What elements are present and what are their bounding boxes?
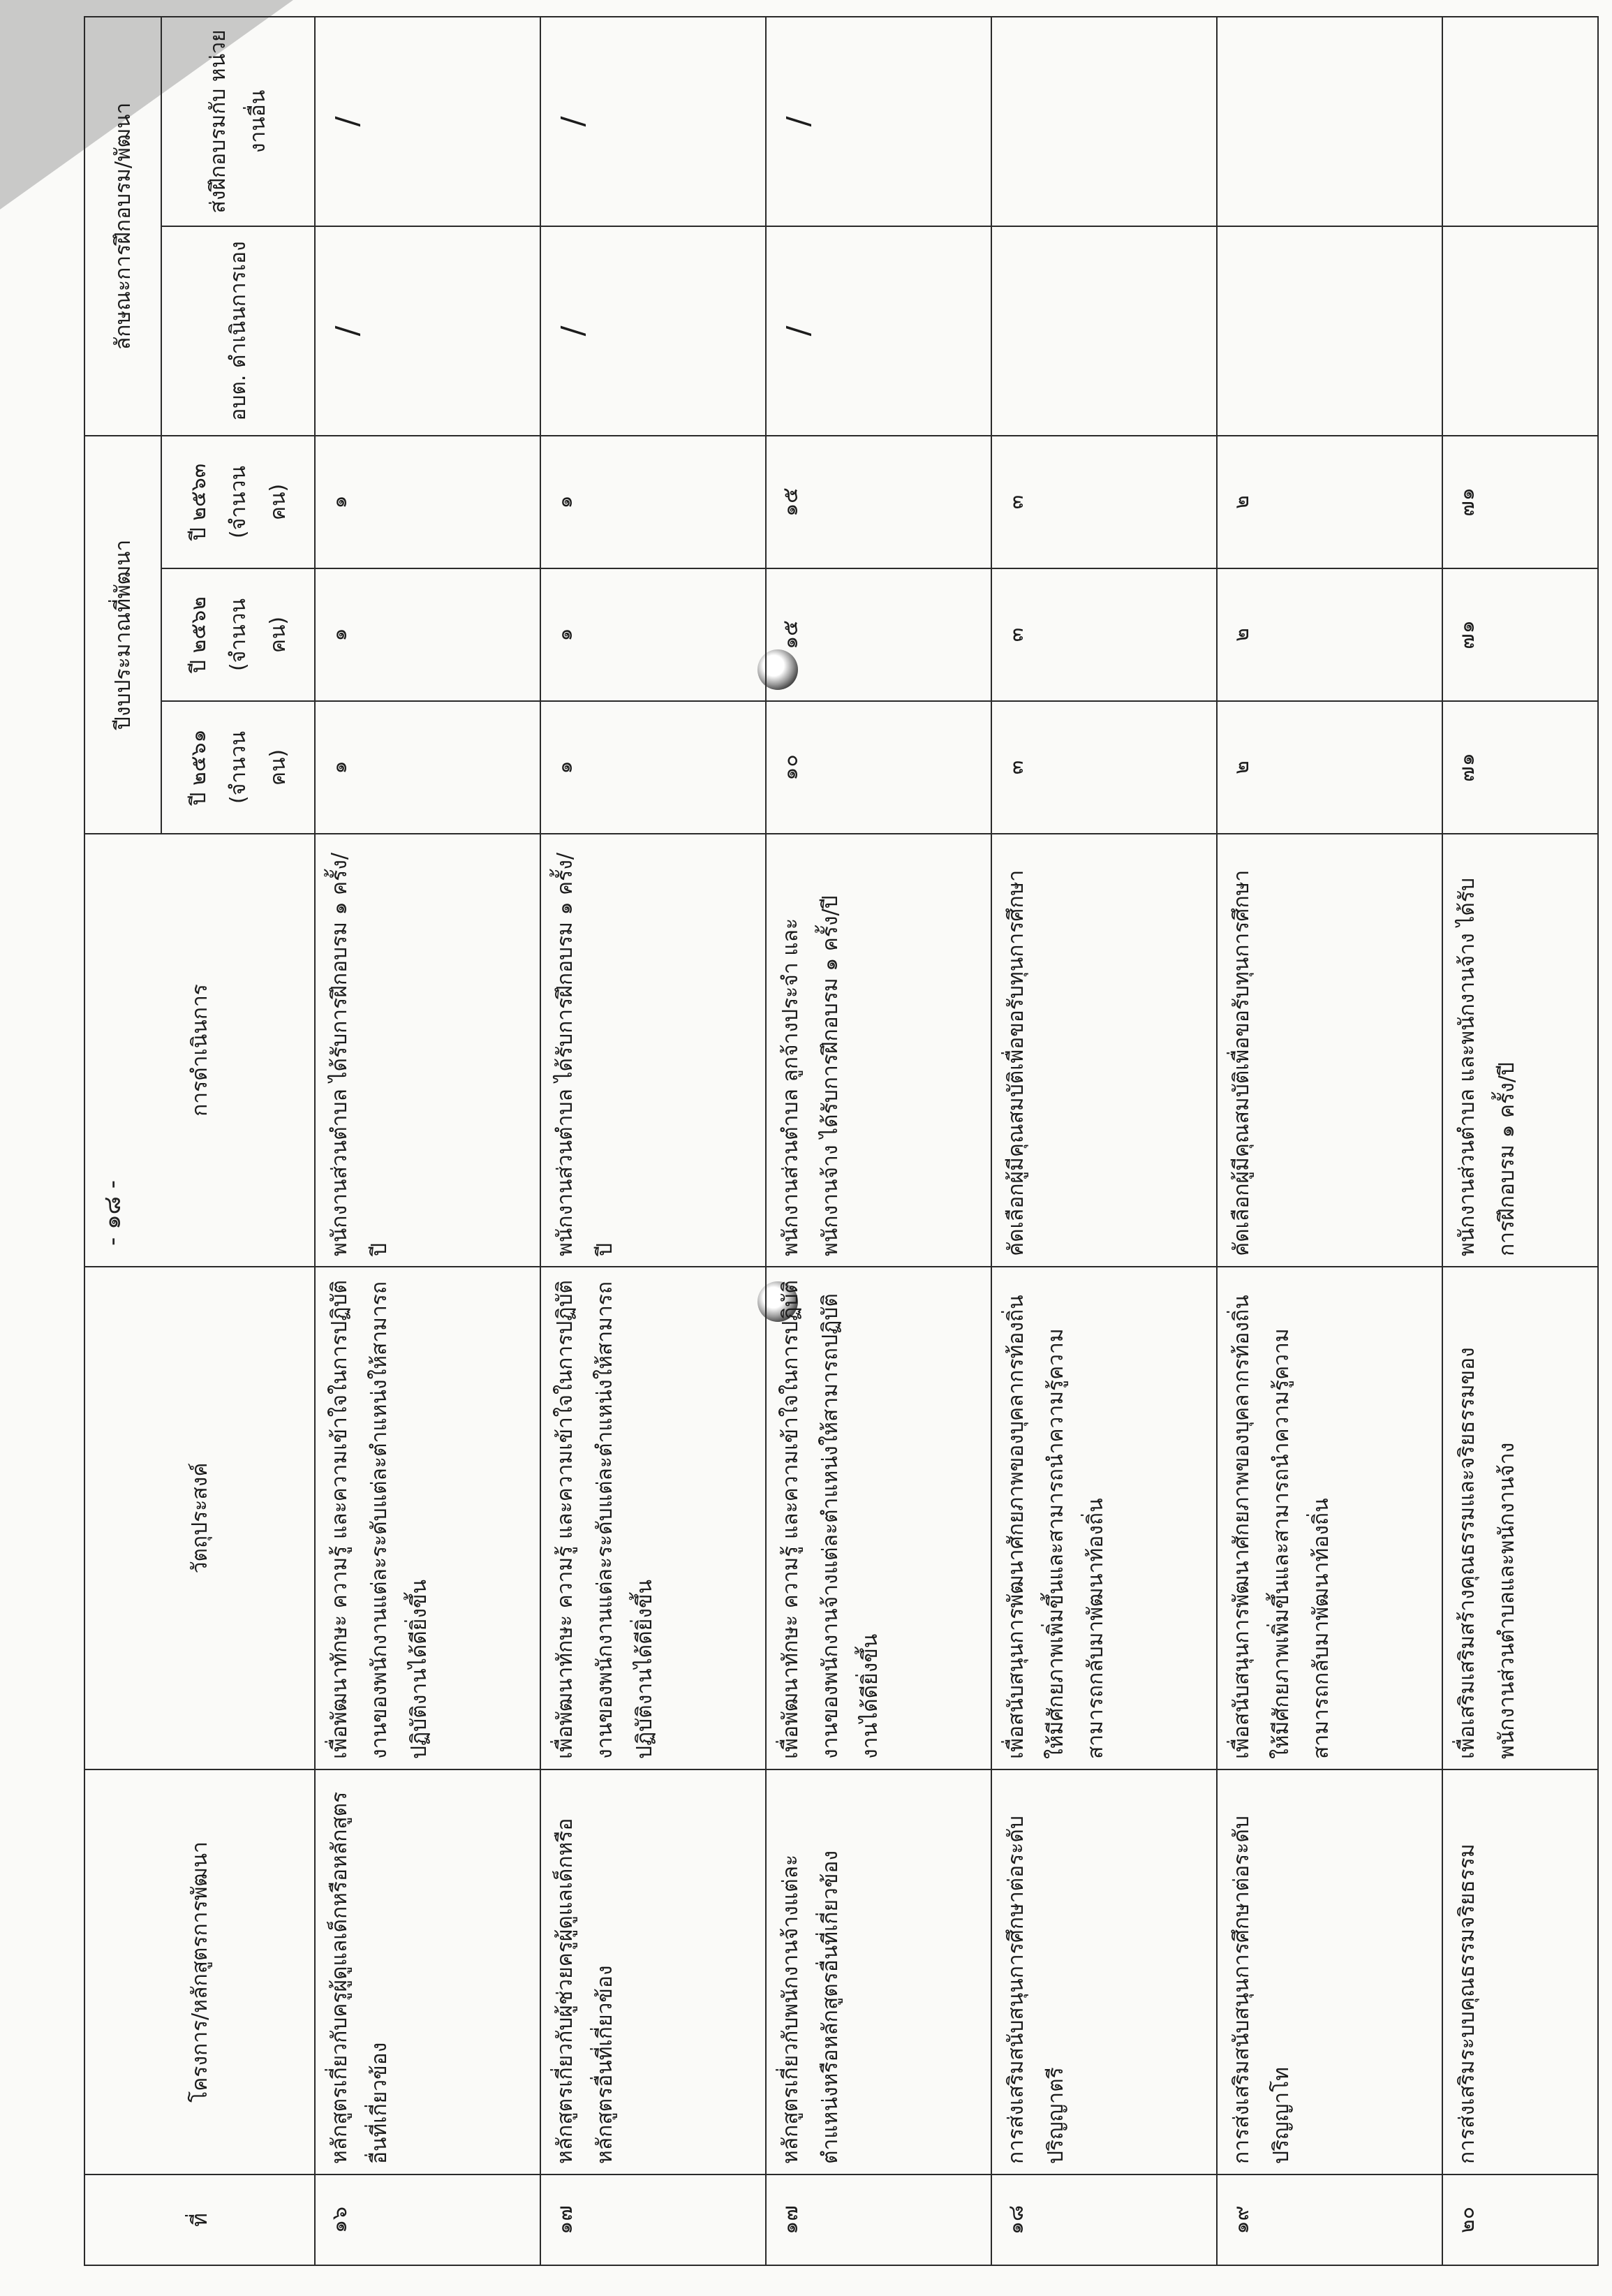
row-operation: พนักงานส่วนตำบล และพนักงานจ้าง ได้รับการฝึกอบรม ๑ ครั้ง/ปี: [1442, 834, 1598, 1267]
table-row: [766, 17, 991, 2265]
row-project: การส่งเสริมระบบคุณธรรมจริยธรรม: [1442, 1769, 1598, 2174]
row-objective: เพื่อสนับสนุนการพัฒนาศักยภาพของบุคลากรท้องถิ่นให้มีศักยภาพเพิ่มขึ้นและสามารถนำความรู้ความสามารถกลับมาพัฒนาท้องถิ่น: [991, 1267, 1217, 1769]
row-project: หลักสูตรเกี่ยวกับผู้ช่วยครูผู้ดูแลเด็กหรือหลักสูตรอื่นที่เกี่ยวข้อง: [540, 1769, 766, 2174]
header-budget-year-group: ปีงบประมาณที่พัฒนา: [84, 436, 161, 834]
row-no: ๒๐: [1442, 2174, 1598, 2265]
row-objective: เพื่อสนับสนุนการพัฒนาศักยภาพของบุคลากรท้องถิ่นให้มีศักยภาพเพิ่มขึ้นและสามารถนำความรู้ความสามารถกลับมาพัฒนาท้องถิ่น: [1217, 1267, 1442, 1769]
row-y2561: ๑๐: [766, 701, 991, 834]
row-y2563: ๓: [991, 436, 1217, 568]
row-external-mark: /: [766, 17, 991, 226]
row-in-house-mark: /: [766, 226, 991, 436]
row-y2563: ๑: [540, 436, 766, 568]
row-external-mark: /: [315, 17, 540, 226]
row-in-house-mark: [1217, 226, 1442, 436]
header-project: โครงการ/หลักสูตรการพัฒนา: [84, 1769, 315, 2174]
row-y2563: ๑๕: [766, 436, 991, 568]
row-operation: คัดเลือกผู้มีคุณสมบัติเพื่อขอรับทุนการศึกษา: [991, 834, 1217, 1267]
header-no: ที่: [84, 2174, 315, 2265]
row-objective: เพื่อพัฒนาทักษะ ความรู้ และความเข้าใจในการปฏิบัติงานของพนักงานแต่ละระดับแต่ละตำแหน่งให้สามารถปฏิบัติงานได้ดียิ่งขึ้น: [540, 1267, 766, 1769]
development-plan-table: [84, 16, 1599, 2266]
row-y2563: ๗๑: [1442, 436, 1598, 568]
row-project: หลักสูตรเกี่ยวกับครูผู้ดูแลเด็กหรือหลักสูตรอื่นที่เกี่ยวข้อง: [315, 1769, 540, 2174]
header-year-2562: ปี ๒๕๖๒ (จำนวน คน): [161, 568, 315, 701]
row-objective: เพื่อพัฒนาทักษะ ความรู้ และความเข้าใจในการปฏิบัติงานของพนักงานแต่ละระดับแต่ละตำแหน่งให้สามารถปฏิบัติงานได้ดียิ่งขึ้น: [315, 1267, 540, 1769]
row-project: การส่งเสริมสนับสนุนการศึกษาต่อระดับปริญญาตรี: [991, 1769, 1217, 2174]
row-operation: พนักงานส่วนตำบล ลูกจ้างประจำ และพนักงานจ้าง ได้รับการฝึกอบรม ๑ ครั้ง/ปี: [766, 834, 991, 1267]
row-y2563: ๑: [315, 436, 540, 568]
table-row: [991, 17, 1217, 2265]
row-external-mark: [1217, 17, 1442, 226]
row-y2562: ๓: [991, 568, 1217, 701]
page-number: - ๑๘ -: [98, 1180, 126, 1246]
row-no: ๑๙: [1217, 2174, 1442, 2265]
row-y2561: ๑: [540, 701, 766, 834]
header-operation: การดำเนินการ: [84, 834, 315, 1267]
row-y2561: ๓: [991, 701, 1217, 834]
row-y2562: ๒: [1217, 568, 1442, 701]
header-training-type-group: ลักษณะการฝึกอบรม/พัฒนา: [84, 17, 161, 436]
row-y2563: ๒: [1217, 436, 1442, 568]
row-y2562: ๑๕: [766, 568, 991, 701]
row-in-house-mark: /: [540, 226, 766, 436]
header-year-2563: ปี ๒๕๖๓ (จำนวน คน): [161, 436, 315, 568]
row-external-mark: [1442, 17, 1598, 226]
table-row: [1442, 17, 1598, 2265]
row-project: หลักสูตรเกี่ยวกับพนักงานจ้างแต่ละตำแหน่งหรือหลักสูตรอื่นที่เกี่ยวข้อง: [766, 1769, 991, 2174]
row-no: ๑๖: [315, 2174, 540, 2265]
row-external-mark: [991, 17, 1217, 226]
row-operation: คัดเลือกผู้มีคุณสมบัติเพื่อขอรับทุนการศึกษา: [1217, 834, 1442, 1267]
row-objective: เพื่อเสริมเสริมสร้างคุณธรรมและจริยธรรมของพนักงานส่วนตำบลและพนักงานจ้าง: [1442, 1267, 1598, 1769]
row-in-house-mark: [1442, 226, 1598, 436]
row-no: ๑๗: [766, 2174, 991, 2265]
row-external-mark: /: [540, 17, 766, 226]
table-row: [1217, 17, 1442, 2265]
row-y2561: ๗๑: [1442, 701, 1598, 834]
row-in-house-mark: [991, 226, 1217, 436]
row-objective: เพื่อพัฒนาทักษะ ความรู้ และความเข้าใจในการปฏิบัติงานของพนักงานจ้างแต่ละตำแหน่งให้สามารถปฏิบัติงานได้ดียิ่งขึ้น: [766, 1267, 991, 1769]
row-y2561: ๒: [1217, 701, 1442, 834]
row-y2562: ๗๑: [1442, 568, 1598, 701]
header-objective: วัตถุประสงค์: [84, 1267, 315, 1769]
row-y2562: ๑: [540, 568, 766, 701]
row-no: ๑๘: [991, 2174, 1217, 2265]
header-year-2561: ปี ๒๕๖๑ (จำนวน คน): [161, 701, 315, 834]
row-in-house-mark: /: [315, 226, 540, 436]
row-y2561: ๑: [315, 701, 540, 834]
rotated-table-container: [84, 29, 1599, 2266]
row-project: การส่งเสริมสนับสนุนการศึกษาต่อระดับปริญญาโท: [1217, 1769, 1442, 2174]
table-row: [315, 17, 540, 2265]
row-y2562: ๑: [315, 568, 540, 701]
header-external: ส่งฝึกอบรมกับ หน่วยงานอื่น: [161, 17, 315, 226]
row-no: ๑๗: [540, 2174, 766, 2265]
table-row: [540, 17, 766, 2265]
row-operation: พนักงานส่วนตำบล ได้รับการฝึกอบรม ๑ ครั้ง/ปี: [315, 834, 540, 1267]
header-in-house: อบต. ดำเนินการเอง: [161, 226, 315, 436]
row-operation: พนักงานส่วนตำบล ได้รับการฝึกอบรม ๑ ครั้ง/ปี: [540, 834, 766, 1267]
